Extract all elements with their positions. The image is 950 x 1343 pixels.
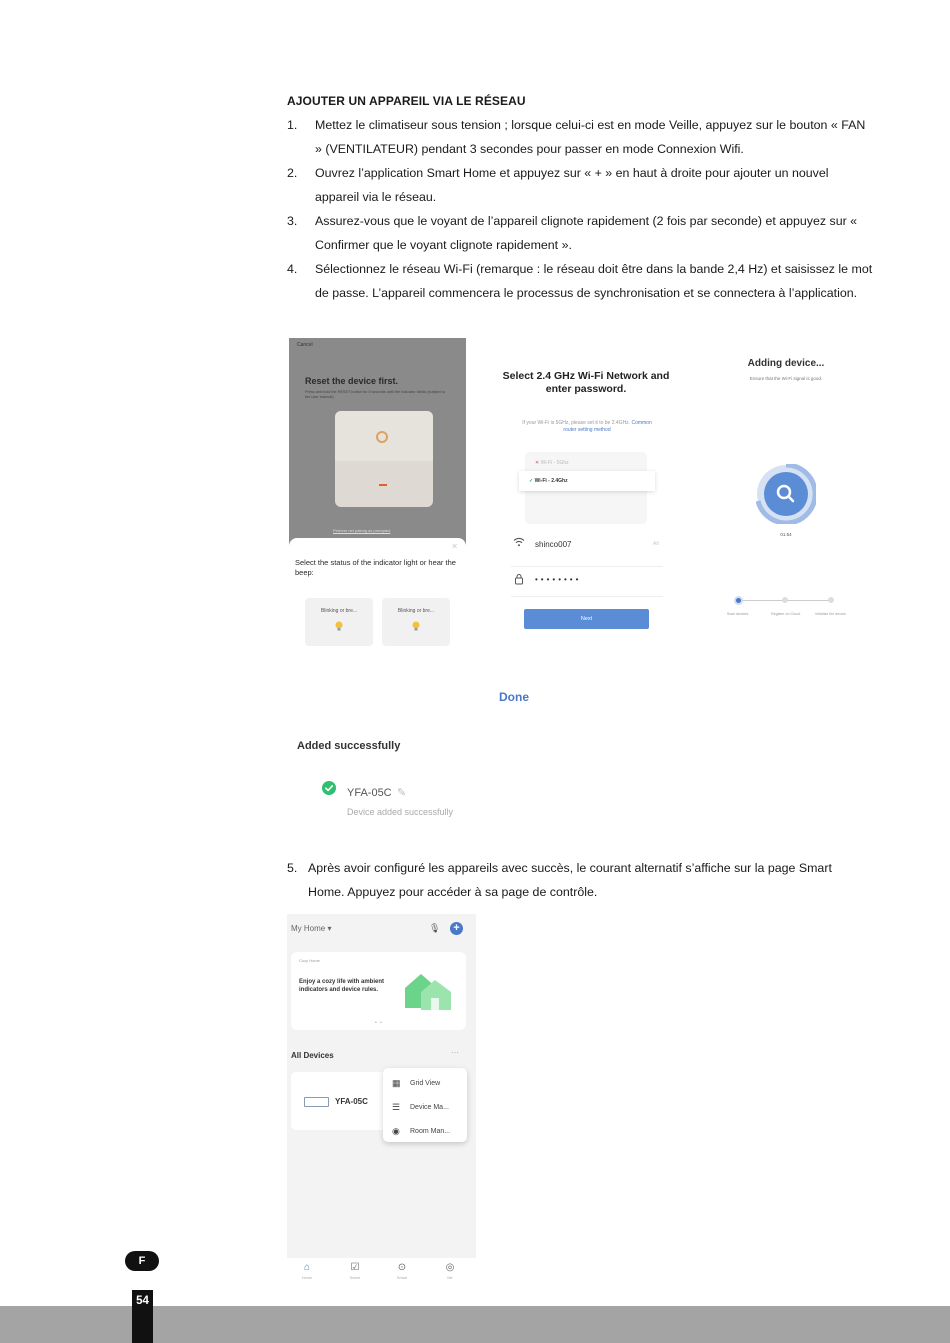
device-illustration (335, 411, 433, 507)
cancel-button[interactable]: Cancel (297, 342, 313, 348)
success-title: Added successfully (297, 740, 401, 752)
step-label: Scan devices. (726, 612, 750, 616)
add-device-button[interactable]: + (450, 922, 463, 935)
card-label: Cozy Home (299, 958, 320, 963)
screenshot-added-successfully (289, 676, 545, 852)
menu-item-device-management[interactable] (383, 1097, 467, 1117)
option-blinking-slow[interactable] (382, 598, 450, 646)
indicator-led (379, 484, 387, 486)
step-number: 3. (287, 214, 298, 228)
bottom-tab-bar (287, 1258, 476, 1288)
reset-description: Press and hold the RESET button for 5 seconds until the indicator blinks (subject to the user manual). (305, 390, 445, 399)
step-number: 1. (287, 118, 298, 132)
device-status: Device added successfully (347, 807, 454, 817)
step-text: Après avoir configuré les appareils avec succès, le courant alternatif s’affiche sur la page Smart Home. Appuyez pour accéder à sa page de contrôle. (308, 861, 832, 899)
step-number: 5. (287, 861, 298, 875)
tab-scene[interactable] (340, 1262, 370, 1280)
router-setting-link[interactable]: Common router setting method (563, 420, 652, 433)
progress-step (828, 597, 834, 603)
step-text: Assurez-vous que le voyant de l’appareil clignote rapidement (2 fois par seconde) et appuyez sur « Confirmer que le voyant clignote rapidement ». (315, 214, 858, 252)
tab-label: Home (301, 1276, 313, 1280)
tab-home[interactable] (292, 1262, 322, 1280)
me-icon: ◎ (445, 1262, 455, 1273)
menu-item-label: Device Ma... (410, 1104, 449, 1111)
screenshot-wifi-selection (497, 338, 675, 668)
tab-label: Me (447, 1276, 453, 1280)
cozy-home-card[interactable] (291, 952, 466, 1030)
indicator-ring-icon (376, 431, 388, 443)
carousel-indicator: • • (375, 1020, 383, 1026)
network-24ghz: ✓ Wi-Fi - 2.4Ghz (519, 471, 655, 491)
reset-title: Reset the device first. (305, 376, 399, 386)
tab-smart[interactable] (387, 1262, 417, 1280)
air-conditioner-icon (304, 1097, 329, 1107)
wifi-title: Select 2.4 GHz Wi-Fi Network and enter password. (502, 370, 670, 395)
more-options-icon[interactable]: ··· (451, 1048, 459, 1057)
microphone-icon[interactable]: 🎙 (429, 923, 441, 933)
home-selector[interactable]: My Home ▾ (291, 924, 332, 933)
ssid-value: shinco007 (535, 540, 572, 549)
check-circle-icon (322, 781, 336, 795)
step-text: Ouvrez l’application Smart Home et appuyez sur « + » en haut à droite pour ajouter un nouvel appareil via le réseau. (315, 166, 829, 204)
options-menu (383, 1068, 467, 1142)
wifi-note (517, 420, 657, 433)
menu-item-label: Grid View (410, 1080, 441, 1087)
card-message: Enjoy a cozy life with ambient indicators and device rules. (299, 979, 385, 993)
password-value: •••••••• (535, 575, 582, 584)
option-label: Blinking or bre... (320, 608, 358, 614)
screenshot-smart-home (287, 914, 476, 1288)
tab-label: Scene (349, 1276, 361, 1280)
tab-me[interactable] (435, 1262, 465, 1280)
home-icon: ⌂ (303, 1262, 311, 1273)
menu-item-label: Room Man... (410, 1128, 451, 1135)
screenshot-adding-device (704, 338, 868, 648)
divider (511, 566, 663, 567)
option-label: Blinking or bre... (397, 608, 435, 614)
step-text: Mettez le climatiseur sous tension ; lorsque celui-ci est en mode Veille, appuyez sur le bouton « FAN » (VENTILATEUR) pendant 3 secondes pour passer en mode Connexion Wifi. (315, 118, 866, 156)
search-progress-icon (756, 464, 816, 524)
done-button[interactable]: Done (499, 690, 529, 704)
next-button[interactable]: Next (524, 609, 649, 629)
smart-icon: ⊙ (397, 1262, 407, 1273)
adding-subtitle: Ensure that the Wi-Fi signal is good. (749, 376, 823, 381)
scene-icon: ☑ (350, 1262, 360, 1273)
indicator-status-sheet (289, 538, 466, 660)
wifi-note-text: If your Wi-Fi is 5GHz, please set it to be 2.4GHz. (522, 420, 631, 426)
grid-icon: ▦ (392, 1078, 401, 1088)
list-icon: ☰ (392, 1102, 401, 1112)
page-number: 54 (132, 1290, 153, 1343)
screenshot-reset-device (289, 338, 466, 660)
tab-label: Smart (396, 1276, 408, 1280)
section-heading: AJOUTER UN APPAREIL VIA LE RÉSEAU (287, 94, 526, 108)
adding-title: Adding device... (747, 358, 825, 369)
step-label: Register on Cloud. (771, 612, 801, 616)
option-blinking-fast[interactable] (305, 598, 373, 646)
lightbulb-icon (410, 620, 422, 632)
lightbulb-icon (333, 620, 345, 632)
divider (511, 596, 663, 597)
network-5ghz: ✕ Wi-Fi - 5Ghz (535, 460, 569, 466)
device-name: YFA-05C (347, 787, 392, 799)
device-name: YFA-05C (335, 1097, 368, 1106)
ssid-action[interactable]: Alt (653, 541, 659, 547)
step-number: 2. (287, 166, 298, 180)
edit-pencil-icon[interactable]: ✎ (397, 787, 407, 799)
indicator-prompt: Select the status of the indicator light or hear the beep: (295, 558, 456, 577)
menu-item-room-management[interactable] (383, 1121, 467, 1141)
wifi-icon (513, 536, 525, 550)
house-illustration-icon (403, 968, 455, 1012)
all-devices-heading: All Devices (291, 1051, 334, 1060)
lock-icon (513, 573, 525, 587)
step-label: Initialize the device. (815, 612, 847, 616)
step-text: Sélectionnez le réseau Wi-Fi (remarque : le réseau doit être dans la bande 2,4 Hz) et saisissez le mot de passe. L’appareil commencera le processus de synchronisation et se connectera à l’application. (315, 262, 873, 300)
progress-step (782, 597, 788, 603)
language-badge: F (125, 1251, 159, 1271)
close-icon[interactable]: ✕ (451, 542, 458, 551)
countdown-timer: 01:54 (780, 532, 792, 537)
progress-step-active (734, 596, 743, 605)
step-number: 4. (287, 262, 298, 276)
pairing-link[interactable]: Perform net pairing as prompted (333, 528, 391, 533)
room-icon: ◉ (392, 1126, 400, 1136)
menu-item-grid-view[interactable] (383, 1073, 467, 1093)
